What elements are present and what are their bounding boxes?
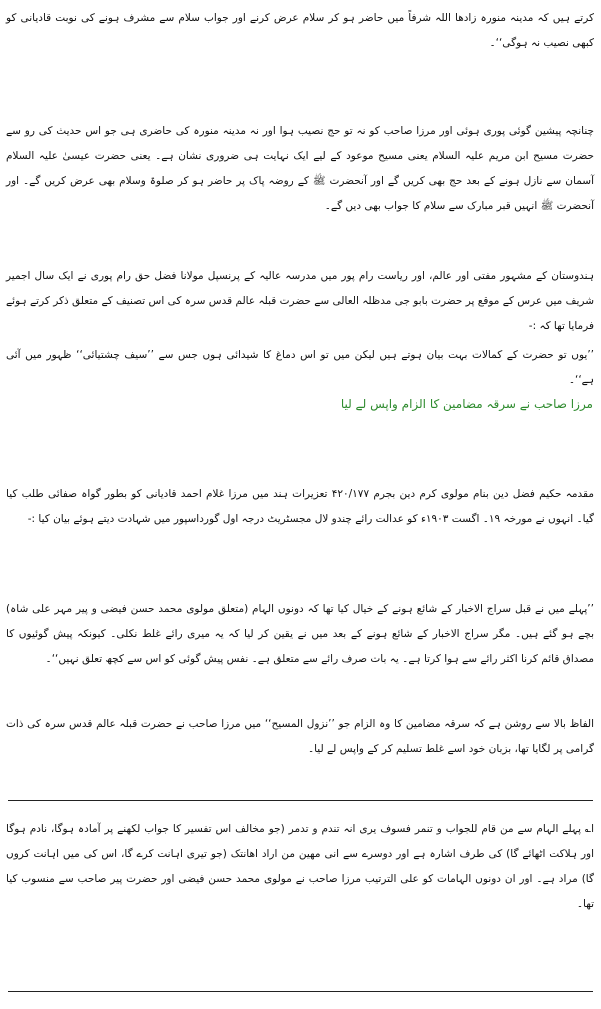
footnote-divider-bottom: [8, 991, 593, 992]
paragraph-prophecy: چنانچہ پیشین گوئی پوری ہوئی اور مرزا صاحب کو نہ تو حج نصیب ہوا اور نہ مدینہ منورہ کی حاضری ہی جو اس حدیث کی رو سے حضرت مسیح ابن مریم علیہ السلام یعنی مسیح موعود کے لیے ایک نہایت ہی ضروری نشان ہے۔ یعنی حضرت عیسیٰ علیہ السلام آسمان سے نازل ہونے کے بعد حج بھی کریں گے اور آنحضرت ﷺ کے روضہ پاک پر حاضر ہو کر صلوۃ وسلام بھی عرض کریں گے۔ اور آنحضرت ﷺ انہیں قبر مبارک سے سلام کا جواب بھی دیں گے۔: [6, 125, 594, 212]
paragraph-court-case: مقدمہ حکیم فضل دین بنام مولوی کرم دین بجرم ۴۲۰/۱۷۷ تعزیرات ہند میں مرزا غلام احمد قادیانی کو بطور گواہ صفائی طلب کیا گیا۔ انہوں نے مورخہ ۱۹۔ اگست ۱۹۰۳ء کو عدالت رائے چندو لال مجسٹریٹ درجہ اول گورداسپور میں شہادت دیتے ہوئے بیان کیا :-: [6, 488, 594, 525]
quote-testimony: ’’پہلے میں نے قبل سراج الاخبار کے شائع ہونے کے خیال کیا تھا کہ دونوں الہام (متعلق مولوی محمد حسن فیضی و پیر مہر علی شاہ) بچے ہو گئے ہیں۔ مگر سراج الاخبار کے شائع ہونے کے بعد میں نے یقین کر لیا کہ یہ میری رائے غلط نکلی۔ کیونکہ پیش گوئیوں کا مصداق قائم کرنا اکثر رائے سے ہوا کرتا ہے۔ یہ بات صرف رائے سے متعلق ہے۔ نفس پیش گوئی کو اس سے کچھ تعلق نہیں‘‘۔: [6, 603, 594, 665]
footnote-divider-top: [8, 800, 593, 801]
paragraph-conclusion: الفاظ بالا سے روشن ہے کہ سرقہ مضامین کا وہ الزام جو ’’نزول المسیح‘‘ میں مرزا صاحب نے حضرت قبلہ عالم قدس سرہ کی ذات گرامی پر لگایا تھا، بزبان خود اسے غلط تسلیم کر کے واپس لے لیا۔: [6, 718, 594, 755]
paragraph-intro: کرتے ہیں کہ مدینہ منورہ زادھا اللہ شرفاً میں حاضر ہو کر سلام عرض کرنے اور جواب سلام سے مشرف ہونے کی نوبت قادیانی کو کبھی نصیب نہ ہوگی‘‘۔: [6, 12, 594, 49]
quote-saif-chishtiyai: ’’یوں تو حضرت کے کمالات بہت بیان ہوتے ہیں لیکن میں تو اس دماغ کا شیدائی ہوں جس سے ’’سیف چشتیائی‘‘ ظہور میں آئی ہے‘‘۔: [6, 349, 594, 386]
section-heading: مرزا صاحب نے سرقہ مضامین کا الزام واپس لے لیا: [340, 397, 593, 411]
paragraph-rampur: ہندوستان کے مشہور مفتی اور عالم، اور ریاست رام پور میں مدرسہ عالیہ کے پرنسپل مولانا فضل حق رام پوری نے ایک سال اجمیر شریف میں عرس کے موقع پر حضرت بابو جی مدظلہ العالی سے حضرت قبلہ عالم قدس سرہ کی اس تصنیف کے متعلق ذکر کرتے ہوئے فرمایا تھا کہ :-: [6, 270, 594, 332]
footnote: ا؎ پہلے الہام سے من قام للجواب و تنمر فسوف یری انہ تندم و تدمر (جو مخالف اس تفسیر کا جواب لکھنے پر آمادہ ہوگا، نادم ہوگا اور ہلاکت اٹھائے گا) کی طرف اشارہ ہے اور دوسرے سے انی مھین من اراد اھانتک (جو تیری اہانت کرے گا، اس کی میں اہانت کروں گا) مراد ہے۔ اور ان دونوں الہامات کو علی الترتیب مرزا صاحب نے مولوی محمد حسن فیضی اور حضرت پیر صاحب سے منسوب کیا تھا۔: [6, 823, 594, 910]
